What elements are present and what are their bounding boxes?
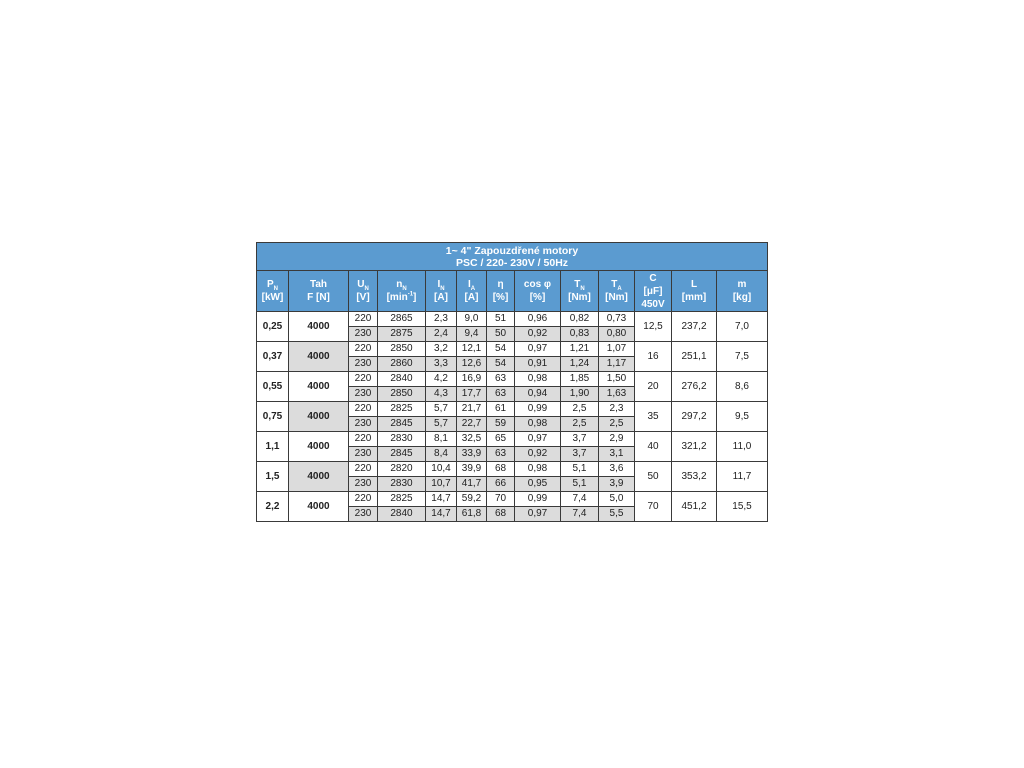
- capacitor-cell: 16: [635, 342, 672, 372]
- value-cell: 10,7: [426, 477, 457, 492]
- header-symbol: [289, 278, 348, 291]
- header-unit-end: ]: [413, 292, 417, 303]
- value-cell: 50: [487, 327, 515, 342]
- header-subscript: N: [273, 286, 278, 292]
- value-cell: 63: [487, 387, 515, 402]
- value-cell: 1,63: [599, 387, 635, 402]
- thrust-cell: 4000: [289, 492, 349, 522]
- value-cell: 1,07: [599, 342, 635, 357]
- value-cell: 230: [349, 417, 378, 432]
- value-cell: 2860: [378, 357, 426, 372]
- header-symbol-text: L: [690, 279, 698, 290]
- value-cell: 1,50: [599, 372, 635, 387]
- thrust-cell: 4000: [289, 402, 349, 432]
- header-symbol: [561, 278, 598, 291]
- value-cell: 2,9: [599, 432, 635, 447]
- header-symbol-text: η: [497, 279, 504, 290]
- value-cell: 68: [487, 507, 515, 522]
- header-cell: [289, 271, 349, 312]
- length-cell: 321,2: [672, 432, 717, 462]
- value-cell: 5,5: [599, 507, 635, 522]
- value-cell: 230: [349, 507, 378, 522]
- thrust-cell: 4000: [289, 462, 349, 492]
- power-cell: 1,1: [257, 432, 289, 462]
- value-cell: 0,73: [599, 312, 635, 327]
- value-cell: 230: [349, 327, 378, 342]
- value-cell: 33,9: [457, 447, 487, 462]
- value-cell: 5,0: [599, 492, 635, 507]
- header-cell: [672, 271, 717, 312]
- header-symbol-text: U: [357, 279, 365, 290]
- header-symbol-text: I: [437, 279, 441, 290]
- value-cell: 7,4: [561, 492, 599, 507]
- table-row: [257, 492, 768, 507]
- thrust-cell: 4000: [289, 312, 349, 342]
- table-title-line1: 1~ 4" Zapouzdřené motory: [445, 244, 579, 257]
- value-cell: 68: [487, 462, 515, 477]
- header-cell: [457, 271, 487, 312]
- header-unit-text: [min: [386, 292, 408, 303]
- value-cell: 0,99: [515, 492, 561, 507]
- length-cell: 297,2: [672, 402, 717, 432]
- value-cell: 2830: [378, 477, 426, 492]
- header-subscript: A: [470, 286, 476, 292]
- header-symbol-text: cos φ: [523, 279, 552, 290]
- value-cell: 220: [349, 462, 378, 477]
- table-row: [257, 372, 768, 387]
- header-symbol: [349, 278, 377, 291]
- header-subscript: A: [617, 286, 622, 292]
- header-symbol: [457, 278, 486, 291]
- table-title-row: [257, 243, 768, 271]
- header-cell: [487, 271, 515, 312]
- length-cell: 276,2: [672, 372, 717, 402]
- value-cell: 0,95: [515, 477, 561, 492]
- value-cell: 0,80: [599, 327, 635, 342]
- value-cell: 0,96: [515, 312, 561, 327]
- header-unit: [257, 291, 288, 304]
- value-cell: 2,5: [599, 417, 635, 432]
- table-title: [257, 243, 768, 271]
- header-symbol-text: T: [574, 279, 581, 290]
- value-cell: 0,82: [561, 312, 599, 327]
- value-cell: 12,6: [457, 357, 487, 372]
- header-unit: [561, 291, 598, 304]
- value-cell: 2850: [378, 387, 426, 402]
- length-cell: 251,1: [672, 342, 717, 372]
- value-cell: 2845: [378, 447, 426, 462]
- value-cell: 21,7: [457, 402, 487, 417]
- header-unit: [515, 291, 560, 304]
- header-unit: [672, 291, 716, 304]
- header-symbol: [599, 278, 634, 291]
- header-symbol: [672, 278, 716, 291]
- header-cell: [349, 271, 378, 312]
- value-cell: 54: [487, 342, 515, 357]
- table-row: [257, 432, 768, 447]
- value-cell: 3,7: [561, 432, 599, 447]
- header-cell: [717, 271, 768, 312]
- value-cell: 4,2: [426, 372, 457, 387]
- value-cell: 32,5: [457, 432, 487, 447]
- capacitor-cell: 40: [635, 432, 672, 462]
- value-cell: 3,3: [426, 357, 457, 372]
- value-cell: 3,7: [561, 447, 599, 462]
- header-symbol: [378, 278, 425, 291]
- header-subscript: N: [440, 286, 445, 292]
- header-symbol-text: C: [649, 272, 657, 284]
- power-cell: 1,5: [257, 462, 289, 492]
- mass-cell: 15,5: [717, 492, 768, 522]
- capacitor-cell: 20: [635, 372, 672, 402]
- value-cell: 8,4: [426, 447, 457, 462]
- value-cell: 2825: [378, 492, 426, 507]
- header-unit: [635, 285, 671, 298]
- value-cell: 7,4: [561, 507, 599, 522]
- value-cell: 230: [349, 477, 378, 492]
- value-cell: 2,5: [561, 402, 599, 417]
- header-unit-text: [%]: [492, 292, 509, 303]
- header-subscript: N: [364, 286, 369, 292]
- table-row: [257, 462, 768, 477]
- value-cell: 230: [349, 447, 378, 462]
- value-cell: 5,1: [561, 462, 599, 477]
- value-cell: 59: [487, 417, 515, 432]
- value-cell: 63: [487, 372, 515, 387]
- header-unit-text: [kg]: [732, 292, 752, 303]
- value-cell: 54: [487, 357, 515, 372]
- value-cell: 8,1: [426, 432, 457, 447]
- thrust-cell: 4000: [289, 342, 349, 372]
- mass-cell: 11,7: [717, 462, 768, 492]
- capacitor-cell: 12,5: [635, 312, 672, 342]
- header-unit: [599, 291, 634, 304]
- value-cell: 1,17: [599, 357, 635, 372]
- value-cell: 41,7: [457, 477, 487, 492]
- value-cell: 230: [349, 357, 378, 372]
- value-cell: 0,94: [515, 387, 561, 402]
- header-unit: [457, 291, 486, 304]
- mass-cell: 9,5: [717, 402, 768, 432]
- motor-spec-table: [256, 242, 768, 522]
- value-cell: 3,1: [599, 447, 635, 462]
- header-cell: [378, 271, 426, 312]
- header-symbol: [635, 272, 671, 285]
- value-cell: 2,3: [426, 312, 457, 327]
- table-title-line2: PSC / 220- 230V / 50Hz: [455, 256, 569, 269]
- value-cell: 17,7: [457, 387, 487, 402]
- value-cell: 220: [349, 402, 378, 417]
- motor-spec-table-container: [256, 242, 767, 522]
- header-symbol: [717, 278, 767, 291]
- value-cell: 2825: [378, 402, 426, 417]
- value-cell: 0,97: [515, 507, 561, 522]
- header-symbol-text: Tah: [309, 279, 328, 290]
- header-unit: [426, 291, 456, 304]
- header-unit-text: [μF]: [643, 285, 663, 297]
- value-cell: 2875: [378, 327, 426, 342]
- header-unit-text: [Nm]: [605, 292, 628, 303]
- value-cell: 1,90: [561, 387, 599, 402]
- length-cell: 353,2: [672, 462, 717, 492]
- value-cell: 2845: [378, 417, 426, 432]
- thrust-cell: 4000: [289, 432, 349, 462]
- value-cell: 16,9: [457, 372, 487, 387]
- header-symbol: [515, 278, 560, 291]
- value-cell: 4,3: [426, 387, 457, 402]
- value-cell: 9,0: [457, 312, 487, 327]
- value-cell: 12,1: [457, 342, 487, 357]
- value-cell: 0,98: [515, 417, 561, 432]
- value-cell: 61,8: [457, 507, 487, 522]
- value-cell: 2830: [378, 432, 426, 447]
- header-unit-text: [%]: [529, 292, 546, 303]
- value-cell: 0,99: [515, 402, 561, 417]
- value-cell: 2820: [378, 462, 426, 477]
- mass-cell: 11,0: [717, 432, 768, 462]
- capacitor-cell: 35: [635, 402, 672, 432]
- power-cell: 0,25: [257, 312, 289, 342]
- header-cell: [257, 271, 289, 312]
- power-cell: 0,37: [257, 342, 289, 372]
- value-cell: 2865: [378, 312, 426, 327]
- header-symbol-text: I: [467, 279, 471, 290]
- mass-cell: 8,6: [717, 372, 768, 402]
- table-header-row: [257, 271, 768, 312]
- value-cell: 59,2: [457, 492, 487, 507]
- value-cell: 3,6: [599, 462, 635, 477]
- value-cell: 0,97: [515, 432, 561, 447]
- value-cell: 51: [487, 312, 515, 327]
- table-row: [257, 312, 768, 327]
- power-cell: 0,75: [257, 402, 289, 432]
- value-cell: 2840: [378, 372, 426, 387]
- value-cell: 0,98: [515, 462, 561, 477]
- value-cell: 61: [487, 402, 515, 417]
- table-row: [257, 402, 768, 417]
- header-unit-text: [A]: [434, 292, 448, 303]
- value-cell: 220: [349, 342, 378, 357]
- header-cell: [561, 271, 599, 312]
- length-cell: 237,2: [672, 312, 717, 342]
- value-cell: 39,9: [457, 462, 487, 477]
- header-symbol: [487, 278, 514, 291]
- value-cell: 65: [487, 432, 515, 447]
- value-cell: 2,5: [561, 417, 599, 432]
- value-cell: 10,4: [426, 462, 457, 477]
- value-cell: 2840: [378, 507, 426, 522]
- header-unit: [717, 291, 767, 304]
- value-cell: 0,92: [515, 327, 561, 342]
- header-subscript: N: [402, 286, 407, 292]
- value-cell: 220: [349, 432, 378, 447]
- value-cell: 5,1: [561, 477, 599, 492]
- header-superscript: -1: [407, 291, 414, 298]
- capacitor-cell: 70: [635, 492, 672, 522]
- value-cell: 2850: [378, 342, 426, 357]
- table-row: [257, 342, 768, 357]
- value-cell: 66: [487, 477, 515, 492]
- header-unit-text: F [N]: [307, 292, 330, 303]
- value-cell: 9,4: [457, 327, 487, 342]
- value-cell: 1,21: [561, 342, 599, 357]
- header-cell: [515, 271, 561, 312]
- mass-cell: 7,0: [717, 312, 768, 342]
- header-unit-text: [V]: [356, 292, 370, 303]
- header-unit: [289, 291, 348, 304]
- value-cell: 0,83: [561, 327, 599, 342]
- value-cell: 0,92: [515, 447, 561, 462]
- header-symbol-text: n: [396, 279, 403, 290]
- value-cell: 70: [487, 492, 515, 507]
- header-unit: [487, 291, 514, 304]
- value-cell: 2,3: [599, 402, 635, 417]
- value-cell: 230: [349, 387, 378, 402]
- header-unit-text: [mm]: [681, 292, 707, 303]
- value-cell: 220: [349, 312, 378, 327]
- value-cell: 0,91: [515, 357, 561, 372]
- length-cell: 451,2: [672, 492, 717, 522]
- header-symbol-text: T: [611, 279, 618, 290]
- value-cell: 1,85: [561, 372, 599, 387]
- value-cell: 63: [487, 447, 515, 462]
- value-cell: 14,7: [426, 492, 457, 507]
- power-cell: 0,55: [257, 372, 289, 402]
- value-cell: 2,4: [426, 327, 457, 342]
- value-cell: 14,7: [426, 507, 457, 522]
- value-cell: 1,24: [561, 357, 599, 372]
- thrust-cell: 4000: [289, 372, 349, 402]
- value-cell: 220: [349, 492, 378, 507]
- value-cell: 220: [349, 372, 378, 387]
- value-cell: 5,7: [426, 417, 457, 432]
- header-cell: [635, 271, 672, 312]
- header-unit-extra: 450V: [641, 298, 665, 310]
- header-unit: [349, 291, 377, 304]
- header-symbol-text: P: [266, 279, 274, 290]
- mass-cell: 7,5: [717, 342, 768, 372]
- header-cell: [599, 271, 635, 312]
- value-cell: 3,2: [426, 342, 457, 357]
- header-unit-text: [A]: [464, 292, 479, 303]
- value-cell: 0,97: [515, 342, 561, 357]
- header-symbol-text: m: [737, 279, 747, 290]
- power-cell: 2,2: [257, 492, 289, 522]
- header-symbol: [426, 278, 456, 291]
- header-symbol: [257, 278, 288, 291]
- header-cell: [426, 271, 457, 312]
- value-cell: 0,98: [515, 372, 561, 387]
- header-unit-text: [kW]: [261, 292, 284, 303]
- header-unit-text: [Nm]: [568, 292, 591, 303]
- capacitor-cell: 50: [635, 462, 672, 492]
- header-unit: [378, 291, 425, 304]
- header-subscript: N: [580, 286, 585, 292]
- value-cell: 22,7: [457, 417, 487, 432]
- value-cell: 5,7: [426, 402, 457, 417]
- value-cell: 3,9: [599, 477, 635, 492]
